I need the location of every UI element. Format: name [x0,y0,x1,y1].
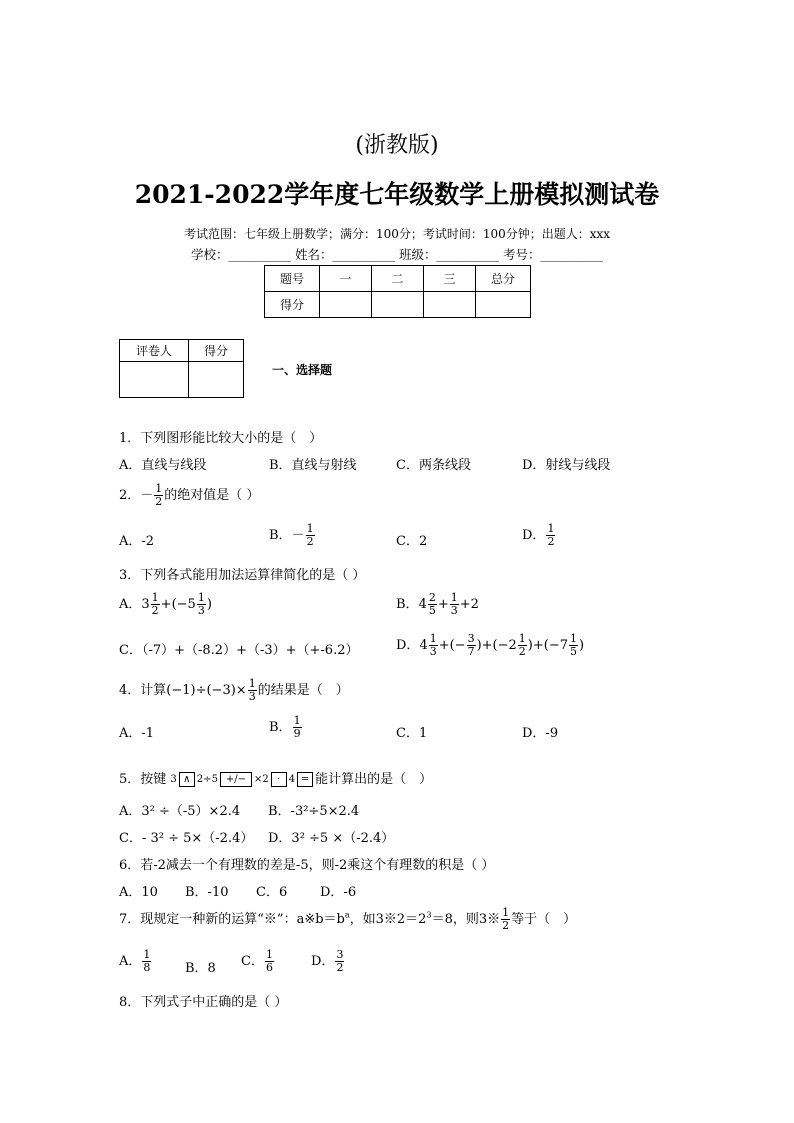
option-label: B．－ [269,528,305,543]
numerator: 1 [306,522,314,535]
fraction [428,592,437,617]
exam-no-label: 考号： [502,247,541,262]
numerator: 1 [151,591,159,604]
denominator: 2 [547,535,555,548]
denominator: 6 [265,961,273,974]
fraction [265,949,274,974]
numerator: 1 [502,906,510,919]
edition-label: (浙教版) [355,133,439,158]
expr-part: ) [206,597,212,612]
score-cell[interactable] [476,292,531,318]
reviewer-header: 评卷人 [120,340,189,362]
score-header-cell: 三 [424,266,476,292]
key-3: 3 [170,774,177,785]
fraction [450,592,459,617]
q2-tail: 的绝对值是（ ） [164,488,260,503]
score-cell[interactable] [320,292,372,318]
denominator: 2 [518,645,526,658]
q2-option-a[interactable]: A．-2 [119,534,155,549]
q5-option-c[interactable]: C．- 3² ÷ 5×（-2.4） [119,831,254,846]
q6-stem: 6．若-2减去一个有理数的差是-5，则-2乘这个有理数的积是（ ） [119,858,495,873]
option-label: A． [119,954,142,969]
denominator: 9 [293,727,301,740]
q7-exponent: a [344,910,350,920]
q2-b-fraction [306,523,315,548]
q4-option-c[interactable]: C．1 [396,726,428,741]
q7-option-a[interactable] [119,949,152,974]
key-2b: 2 [262,774,269,785]
denominator: 3 [450,604,458,617]
reviewer-score-header: 得分 [189,340,244,362]
option-label: A． [119,597,142,612]
reviewer-cell[interactable] [120,362,189,398]
expr-part: +(−5 [160,597,196,612]
option-label: D． [311,954,335,969]
power-key-icon: ∧ [179,772,195,787]
q3-stem: 3．下列各式能用加法运算律简化的是（ ） [119,568,366,583]
numerator: 1 [197,591,205,604]
q2-option-b[interactable] [269,523,316,548]
q3-option-a[interactable] [119,592,212,617]
q7-tail: 等于（ ） [511,912,577,927]
q7-mid: ，如3※2＝2 [349,912,427,927]
q2-fraction [154,483,163,508]
q2-option-d[interactable] [522,523,556,548]
expr-part: +(− [438,638,466,653]
q5-pre: 5．按键 [119,772,167,787]
q7-option-d[interactable] [311,949,345,974]
numerator: 1 [450,591,458,604]
denominator: 3 [248,690,256,703]
numerator: 3 [336,948,344,961]
name-blank[interactable]: __________ [332,247,395,262]
numerator: 1 [143,948,151,961]
numerator: 1 [569,632,577,645]
fraction [142,949,151,974]
score-table [264,265,531,318]
score-header-cell: 题号 [265,266,320,292]
q2-stem [119,483,259,508]
numerator: 1 [265,948,273,961]
q7-option-c[interactable] [241,949,275,974]
reviewer-score-cell[interactable] [189,362,244,398]
expr-part: +2 [459,597,479,612]
score-cell[interactable] [424,292,476,318]
q6-option-a[interactable]: A．10 [119,885,158,900]
q4-option-b[interactable] [269,715,303,740]
denominator: 2 [155,495,163,508]
section-title: 一、选择题 [272,363,333,377]
numerator: 1 [155,482,163,495]
q6-option-c[interactable]: C．6 [256,885,288,900]
option-label: D． [522,528,546,543]
fraction [293,715,302,740]
decimal-key-icon: · [271,772,287,787]
q4-option-a[interactable]: A．-1 [119,726,155,741]
numerator: 1 [547,522,555,535]
q7-option-b[interactable]: B．8 [185,961,216,976]
fraction [197,592,206,617]
student-info-line [0,245,794,263]
q7-exponent: 3 [426,910,432,920]
q2-minus: － [140,488,154,503]
score-header-cell: 一 [320,266,372,292]
denominator: 5 [569,645,577,658]
q7-stem [119,907,576,932]
fraction [467,633,476,658]
q1-option-c[interactable]: C．两条线段 [396,458,471,473]
q8-stem: 8．下列式子中正确的是（ ） [119,995,288,1010]
score-row-label: 得分 [265,292,320,318]
numerator: 1 [518,632,526,645]
numerator: 1 [293,714,301,727]
denominator: 2 [151,604,159,617]
fraction [501,907,510,932]
score-header-cell: 总分 [476,266,531,292]
denominator: 2 [502,919,510,932]
q5-tail: 能计算出的是（ ） [315,772,433,787]
fraction [518,633,527,658]
q4-stem [119,678,349,703]
name-label: 姓名： [294,247,333,262]
q2-num: 2． [119,488,141,503]
fraction [151,592,160,617]
q4-option-d[interactable]: D．-9 [522,726,559,741]
denominator: 3 [429,645,437,658]
sign-key-icon: +/− [220,772,252,787]
denominator: 8 [143,961,151,974]
exam-no-blank[interactable]: __________ [540,247,603,262]
equals-key-icon: = [297,772,313,787]
fraction [429,633,438,658]
option-label: C． [241,954,264,969]
numerator: 2 [428,591,436,604]
whole: 3 [141,597,150,612]
key-4: 4 [288,774,296,785]
score-header-cell: 二 [372,266,424,292]
expr-part: )+(−7 [527,638,568,653]
class-label: 班级： [398,247,437,262]
school-label: 学校： [190,247,229,262]
q7-pre: 7．现规定一种新的运算“※”：a※b＝b [119,912,345,927]
school-blank[interactable]: __________ [228,247,291,262]
q3-option-d[interactable] [396,633,584,658]
q4-pre: 4．计算 [119,683,167,698]
q1-option-b[interactable]: B．直线与射线 [269,458,357,473]
numerator: 3 [467,632,475,645]
class-blank[interactable]: __________ [436,247,499,262]
q5-option-b[interactable]: B．-3²÷5×2.4 [268,804,360,819]
option-label: B． [269,720,292,735]
option-label: D． [396,638,420,653]
fraction [248,678,257,703]
denominator: 5 [428,604,436,617]
expr-part: ) [578,638,585,653]
q6-option-b[interactable]: B．-10 [185,885,229,900]
expr-part: )+(−2 [476,638,517,653]
q5-stem [119,768,432,787]
expr-part: + [437,597,449,612]
q5-option-d[interactable]: D．3² ÷5 ×（-2.4） [268,831,395,846]
fraction [569,633,578,658]
reviewer-table [119,339,244,398]
key-5: 5 [211,774,218,785]
denominator: 7 [467,645,475,658]
denominator: 2 [306,535,314,548]
q1-option-a[interactable]: A．直线与线段 [119,458,207,473]
q7-mid2: ＝8，则3※ [431,912,501,927]
denominator: 2 [336,961,344,974]
q3-option-b[interactable] [396,592,479,617]
exam-title: 2021-2022学年度七年级数学上册模拟测试卷 [134,180,660,209]
q1-option-d[interactable]: D．射线与线段 [522,458,611,473]
q4-expr: (−1)÷(−3)× [166,683,247,698]
denominator: 3 [197,604,205,617]
q1-stem: 1．下列图形能比较大小的是（ ） [119,431,323,446]
key-multiply: × [253,774,263,785]
q4-tail: 的结果是（ ） [257,683,349,698]
whole: 4 [418,597,427,612]
fraction [335,949,344,974]
whole: 4 [419,638,428,653]
q2-d-fraction [546,523,555,548]
q2-option-c[interactable]: C．2 [396,534,428,549]
key-2: 2 [196,774,204,785]
q3-option-c[interactable]: C．（-7）+（-8.2）+（-3）+（+-6.2） [119,643,359,658]
key-divide: ÷ [203,774,212,785]
q6-option-d[interactable]: D．-6 [320,885,357,900]
option-label: B． [396,597,419,612]
score-cell[interactable] [372,292,424,318]
numerator: 1 [248,677,256,690]
numerator: 1 [429,632,437,645]
exam-info-line: 考试范围：七年级上册数学；满分：100分；考试时间：100分钟；出题人：xxx [183,227,611,241]
q5-option-a[interactable]: A．3² ÷（-5）×2.4 [119,804,241,819]
